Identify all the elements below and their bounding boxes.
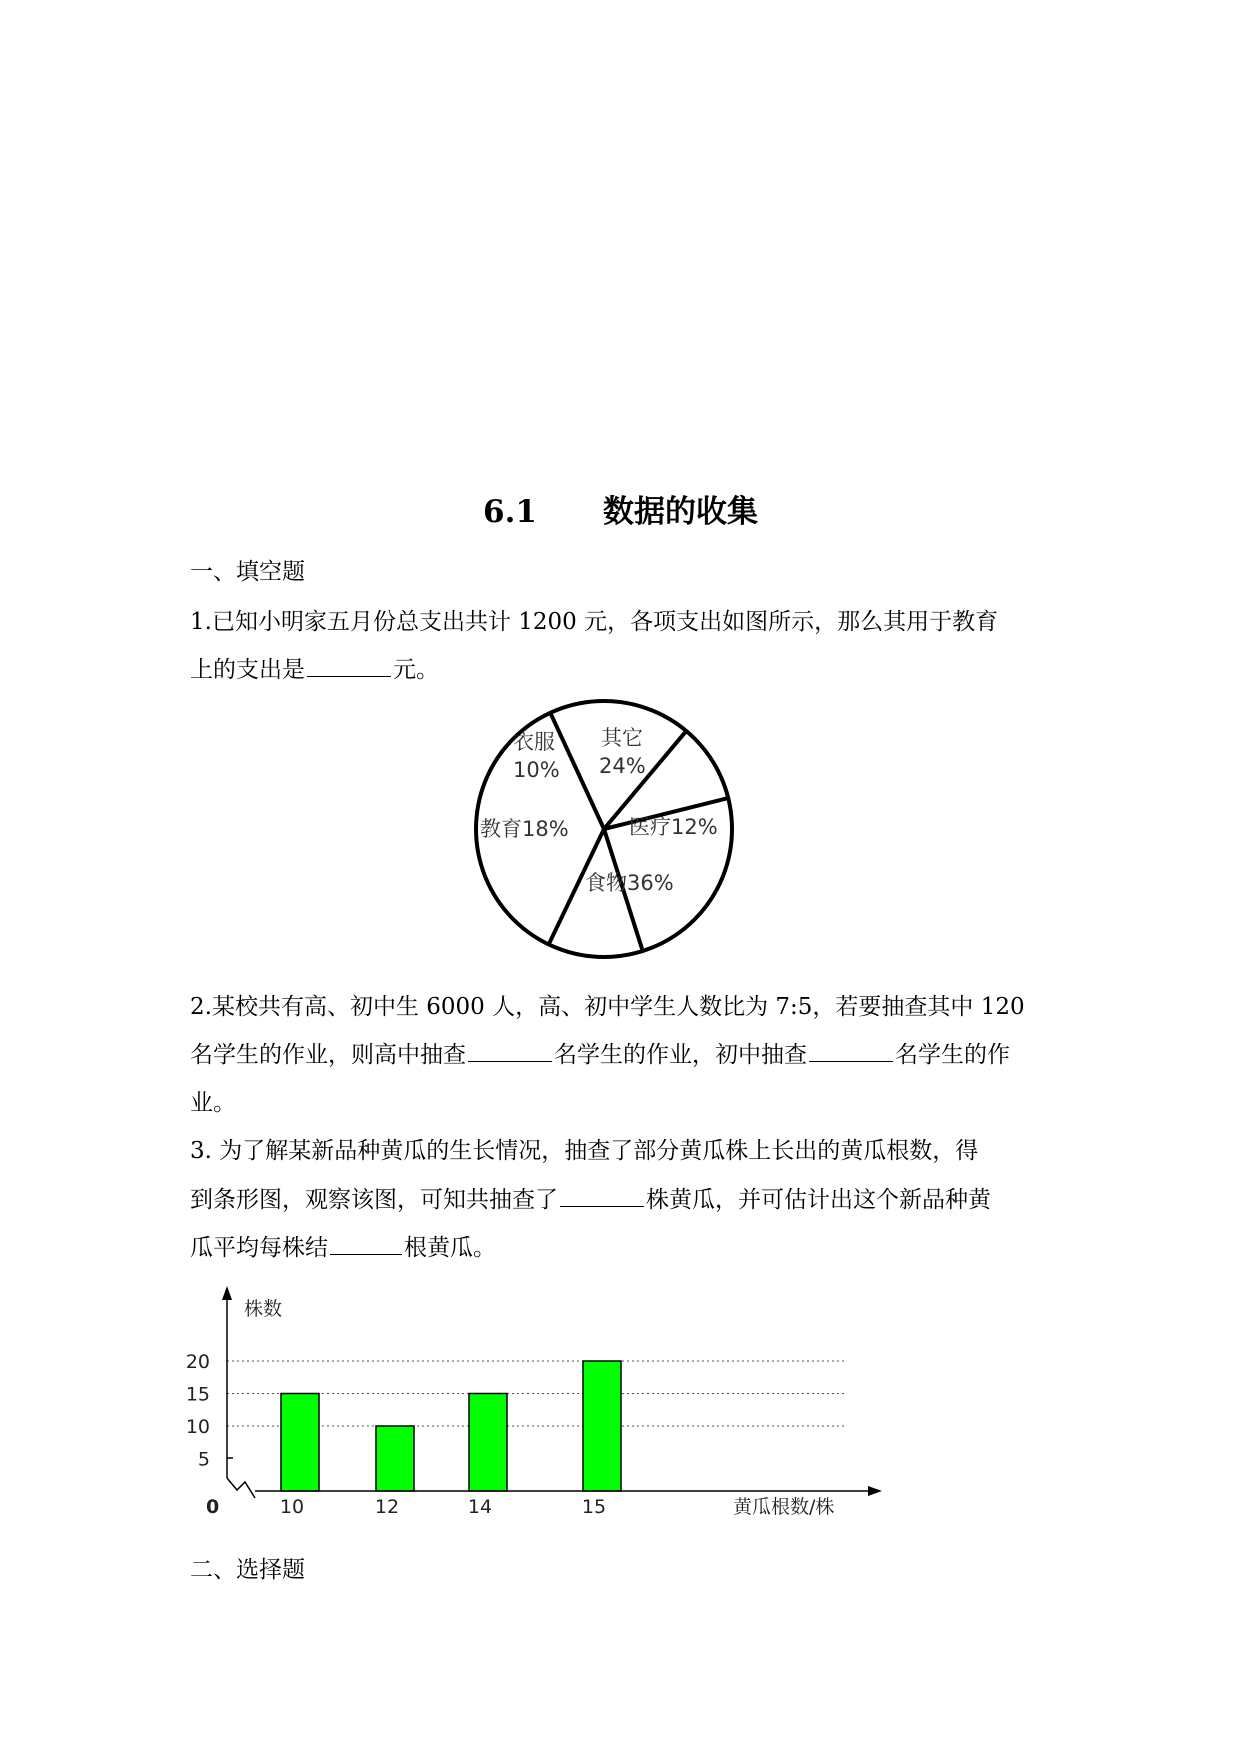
y-tick-label-5: 5 bbox=[197, 1448, 210, 1471]
question-3-line-1: 3. 为了解某新品种黄瓜的生长情况，抽查了部分黄瓜株上长出的黄瓜根数，得 bbox=[190, 1138, 979, 1164]
q1-text-post: 元。 bbox=[393, 657, 439, 683]
x-tick-label-12: 12 bbox=[374, 1496, 400, 1518]
q2-text-pre: 名学生的作业，则高中抽查 bbox=[190, 1042, 466, 1068]
x-tick-label-14: 14 bbox=[467, 1496, 493, 1518]
y-axis-label: 株数 bbox=[244, 1298, 283, 1320]
x-axis-arrow-icon bbox=[868, 1486, 882, 1496]
title-number: 6.1 bbox=[483, 494, 537, 530]
y-tick-label-15: 15 bbox=[185, 1383, 210, 1406]
q3-text-pre: 到条形图，观察该图，可知共抽查了 bbox=[190, 1187, 558, 1213]
q1-text-pre: 上的支出是 bbox=[190, 657, 305, 683]
q3-text-post: 株黄瓜，并可估计出这个新品种黄 bbox=[646, 1187, 991, 1213]
origin-label: 0 bbox=[206, 1496, 220, 1518]
q3-text2-pre: 瓜平均每株结 bbox=[190, 1235, 328, 1261]
pie-label-clothing-value: 10% bbox=[513, 758, 560, 782]
question-2-line-1: 2.某校共有高、初中生 6000 人，高、初中学生人数比为 7:5，若要抽查其中 120 bbox=[190, 994, 1025, 1020]
question-1-line-1: 1.已知小明家五月份总支出共计 1200 元，各项支出如图所示，那么其用于教育 bbox=[190, 609, 999, 635]
question-2-line-3: 业。 bbox=[190, 1090, 236, 1116]
y-tick-label-20: 20 bbox=[185, 1351, 210, 1373]
section-heading-fill-blank: 一、填空题 bbox=[190, 559, 305, 585]
q2-text-mid: 名学生的作业，初中抽查 bbox=[554, 1042, 807, 1068]
pie-label-other-value: 24% bbox=[599, 754, 646, 778]
pie-label-clothing-name: 衣服 bbox=[513, 730, 555, 754]
q2-text-post: 名学生的作 bbox=[895, 1042, 1010, 1068]
x-tick-label-15: 15 bbox=[581, 1496, 607, 1518]
bar-10 bbox=[281, 1394, 319, 1492]
bar-14 bbox=[469, 1394, 507, 1492]
section-heading-multiple-choice: 二、选择题 bbox=[190, 1557, 305, 1583]
title-text: 数据的收集 bbox=[602, 494, 758, 530]
axis-break-mark bbox=[227, 1478, 255, 1498]
y-axis-arrow-icon bbox=[222, 1286, 232, 1300]
q3-text2-post: 根黄瓜。 bbox=[404, 1235, 496, 1261]
y-tick-label-10: 10 bbox=[185, 1416, 210, 1438]
pie-label-food: 食物36% bbox=[585, 871, 674, 895]
bar-15 bbox=[583, 1361, 621, 1491]
pie-label-medical: 医疗12% bbox=[629, 815, 718, 839]
x-tick-label-10: 10 bbox=[279, 1496, 305, 1518]
x-axis-label: 黄瓜根数/株 bbox=[733, 1496, 835, 1518]
pie-label-other-name: 其它 bbox=[601, 726, 643, 750]
bar-12 bbox=[376, 1426, 414, 1491]
pie-label-education: 教育18% bbox=[480, 817, 569, 841]
